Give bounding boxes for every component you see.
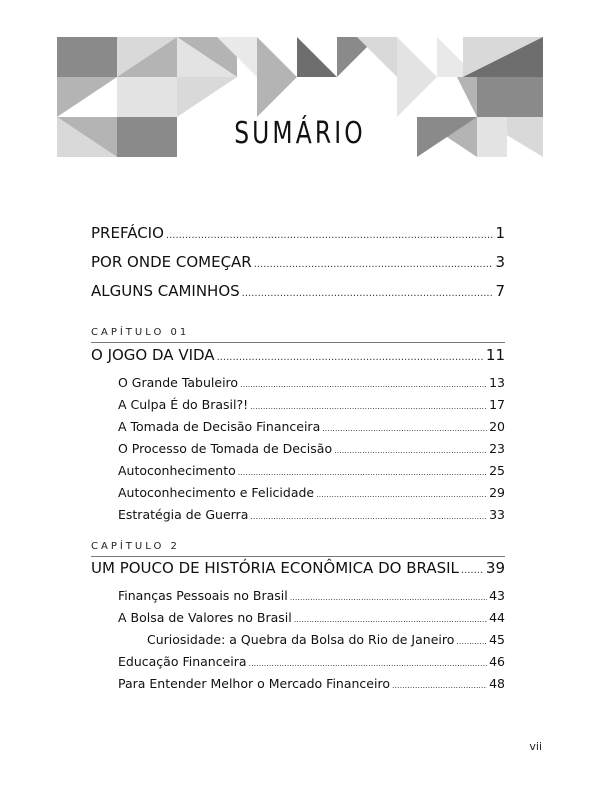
toc-section-entry[interactable] — [118, 419, 505, 434]
chapter-heading: CAPÍTULO 01 — [91, 327, 190, 338]
toc-entry-page: 1 — [495, 224, 505, 242]
toc-section-entry[interactable] — [118, 397, 505, 412]
dot-leader — [334, 446, 487, 455]
toc-section-entry[interactable] — [118, 441, 505, 456]
dot-leader — [250, 402, 487, 411]
toc-entry-page: 23 — [489, 441, 505, 456]
toc-entry-label: ALGUNS CAMINHOS — [91, 282, 240, 300]
chapter-divider — [91, 556, 505, 557]
toc-entry-page: 25 — [489, 463, 505, 478]
toc-entry-page: 7 — [495, 282, 505, 300]
toc-entry-alguns-caminhos[interactable] — [91, 282, 505, 300]
toc-entry-page: 11 — [485, 346, 505, 364]
page-number: vii — [529, 740, 542, 753]
dot-leader — [316, 490, 487, 499]
dot-leader — [290, 593, 487, 602]
toc-entry-label: Autoconhecimento — [118, 463, 236, 478]
toc-entry-label: POR ONDE COMEÇAR — [91, 253, 252, 271]
dot-leader — [217, 352, 484, 363]
dot-leader — [240, 380, 487, 389]
chapter-divider — [91, 342, 505, 343]
toc-entry-prefacio[interactable] — [91, 224, 505, 242]
toc-entry-label: O Grande Tabuleiro — [118, 375, 239, 390]
toc-entry-page: 13 — [489, 375, 505, 390]
chapter-heading: CAPÍTULO 2 — [91, 541, 180, 552]
toc-chapter-title[interactable] — [91, 346, 505, 364]
toc-entry-page: 46 — [489, 654, 505, 669]
dot-leader — [250, 512, 487, 521]
dot-leader — [249, 659, 488, 668]
toc-entry-label: O Processo de Tomada de Decisão — [118, 441, 333, 456]
toc-subsection-entry[interactable] — [147, 632, 505, 647]
dot-leader — [461, 565, 484, 576]
toc-entry-label: Estratégia de Guerra — [118, 507, 249, 522]
dot-leader — [254, 259, 494, 270]
dot-leader — [392, 681, 487, 690]
dot-leader — [456, 637, 487, 646]
toc-entry-page: 17 — [489, 397, 505, 412]
toc-section-entry[interactable] — [118, 507, 505, 522]
toc-entry-label: PREFÁCIO — [91, 224, 164, 242]
toc-entry-page: 29 — [489, 485, 505, 500]
toc-entry-page: 20 — [489, 419, 505, 434]
toc-entry-label: A Tomada de Decisão Financeira — [118, 419, 321, 434]
page-title: SUMÁRIO — [234, 116, 366, 151]
toc-section-entry[interactable] — [118, 610, 505, 625]
toc-entry-page: 43 — [489, 588, 505, 603]
toc-entry-label: Curiosidade: a Quebra da Bolsa do Rio de Janeiro — [147, 632, 455, 647]
toc-entry-page: 48 — [489, 676, 505, 691]
toc-entry-page: 3 — [495, 253, 505, 271]
toc-entry-label: O JOGO DA VIDA — [91, 346, 215, 364]
toc-section-entry[interactable] — [118, 463, 505, 478]
toc-chapter-title[interactable] — [91, 559, 505, 577]
toc-entry-page: 39 — [485, 559, 505, 577]
toc-entry-por-onde-comecar[interactable] — [91, 253, 505, 271]
toc-entry-page: 33 — [489, 507, 505, 522]
toc-section-entry[interactable] — [118, 654, 505, 669]
toc-entry-label: A Culpa É do Brasil?! — [118, 397, 249, 412]
toc-entry-page: 44 — [489, 610, 505, 625]
dot-leader — [166, 230, 494, 241]
dot-leader — [322, 424, 487, 433]
toc-section-entry[interactable] — [118, 485, 505, 500]
dot-leader — [242, 288, 494, 299]
toc-section-entry[interactable] — [118, 676, 505, 691]
toc-entry-label: Para Entender Melhor o Mercado Financeiro — [118, 676, 390, 691]
toc-section-entry[interactable] — [118, 375, 505, 390]
toc-entry-label: Autoconhecimento e Felicidade — [118, 485, 315, 500]
toc-section-entry[interactable] — [118, 588, 505, 603]
dot-leader — [238, 468, 487, 477]
toc-entry-label: UM POUCO DE HISTÓRIA ECONÔMICA DO BRASIL — [91, 559, 459, 577]
toc-entry-page: 45 — [489, 632, 505, 647]
toc-entry-label: A Bolsa de Valores no Brasil — [118, 610, 292, 625]
toc-entry-label: Educação Financeira — [118, 654, 247, 669]
dot-leader — [294, 615, 487, 624]
toc-entry-label: Finanças Pessoais no Brasil — [118, 588, 288, 603]
